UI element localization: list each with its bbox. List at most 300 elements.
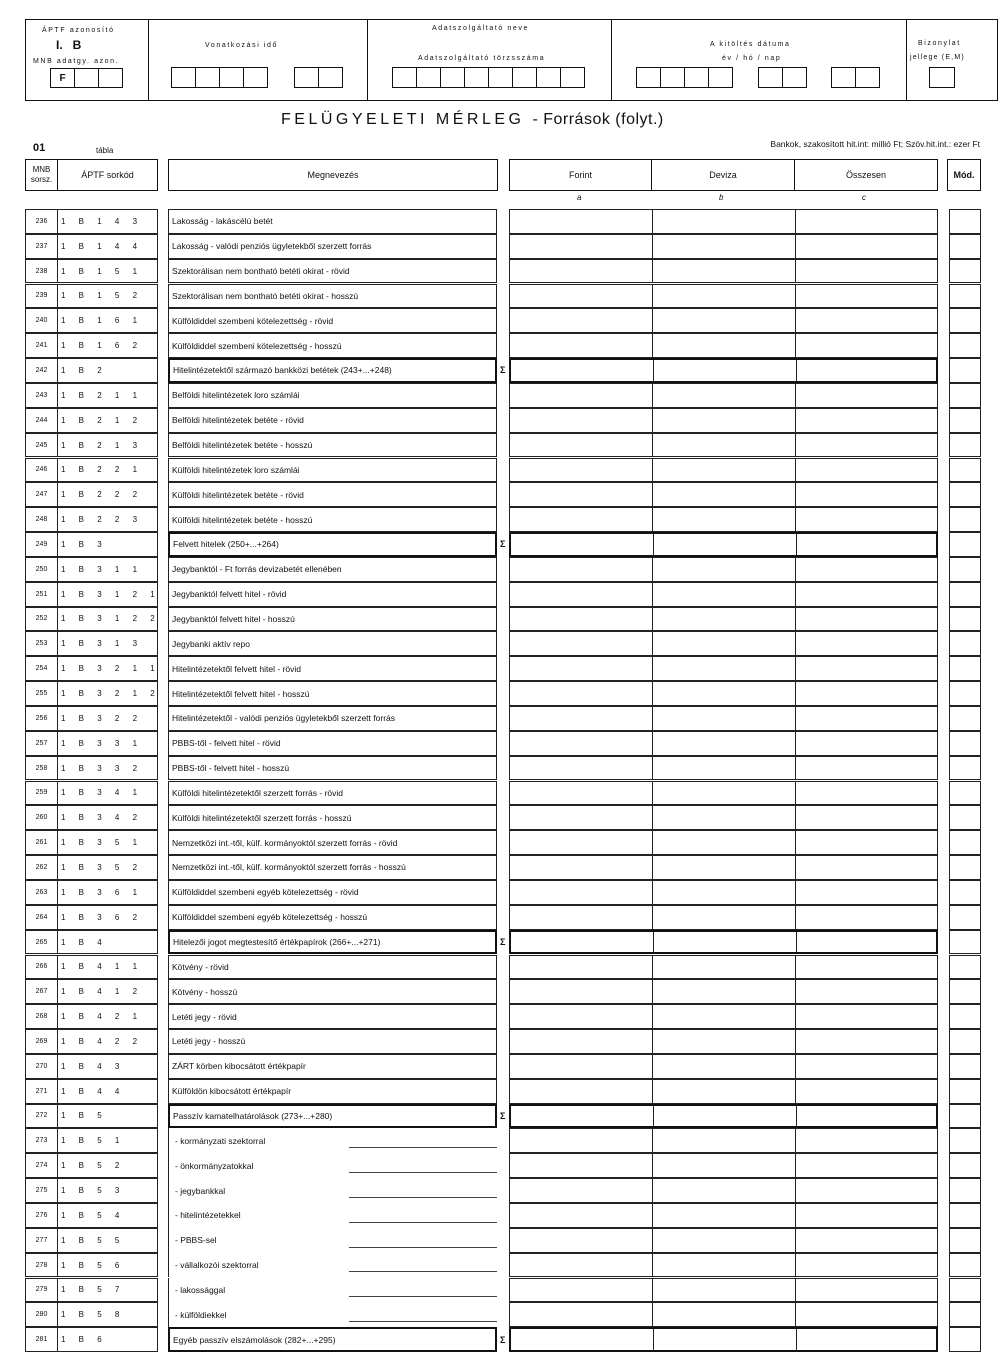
modification-cell[interactable] <box>949 532 981 557</box>
table-row <box>0 383 1004 408</box>
row-code: 1 B 4 <box>58 930 158 955</box>
row-code: 1 B 4 2 2 <box>58 1029 158 1054</box>
value-cells[interactable] <box>509 1178 938 1203</box>
fill-date-cell[interactable] <box>684 67 709 88</box>
row-number: 263 <box>25 880 58 905</box>
row-label: Hitelintézetektől származó bankközi betétek (243+...+248) <box>168 358 497 383</box>
row-number: 281 <box>25 1327 58 1352</box>
provider-registry-cell[interactable] <box>464 67 489 88</box>
modification-cell[interactable] <box>949 955 981 980</box>
header-divider <box>906 19 907 101</box>
sum-sign: Σ <box>500 937 506 948</box>
row-label: Belföldi hitelintézetek betéte - hosszú <box>168 433 497 458</box>
row-label: Nemzetközi int.-től, külf. kormányoktól szerzett forrás - hosszú <box>168 855 497 880</box>
row-number: 244 <box>25 408 58 433</box>
col-header-deviza: Deviza <box>651 159 795 191</box>
row-number: 273 <box>25 1128 58 1153</box>
row-number: 240 <box>25 308 58 333</box>
row-label: Külföldiddel szembeni kötelezettség - hosszú <box>168 333 497 358</box>
mnb-id-cell[interactable]: F <box>50 68 75 88</box>
modification-cell[interactable] <box>949 582 981 607</box>
row-label: Hitelintézetektől felvett hitel - rövid <box>168 656 497 681</box>
fill-date-cell[interactable] <box>758 67 783 88</box>
mnb-label: MNB adatgy. azon. <box>33 58 120 65</box>
value-cells[interactable] <box>509 1029 938 1054</box>
modification-cell[interactable] <box>949 557 981 582</box>
row-code: 1 B 3 3 2 <box>58 756 158 781</box>
modification-cell[interactable] <box>949 1302 981 1327</box>
row-number: 257 <box>25 731 58 756</box>
row-code: 1 B 5 6 <box>58 1253 158 1278</box>
table-row <box>0 358 1004 383</box>
row-code: 1 B 5 1 <box>58 1128 158 1153</box>
table-row <box>0 631 1004 656</box>
fill-date-cell[interactable] <box>831 67 856 88</box>
fill-date-cell[interactable] <box>660 67 685 88</box>
row-code: 1 B 5 <box>58 1104 158 1129</box>
value-cells[interactable] <box>509 1278 938 1303</box>
value-cells[interactable] <box>509 1203 938 1228</box>
fill-date-cell[interactable] <box>855 67 880 88</box>
row-label: PBBS-től - felvett hitel - rövid <box>168 731 497 756</box>
modification-cell[interactable] <box>949 333 981 358</box>
modification-cell[interactable] <box>949 284 981 309</box>
value-cells[interactable] <box>509 234 938 259</box>
row-number: 236 <box>25 209 58 234</box>
fill-date-cell[interactable] <box>782 67 807 88</box>
row-label: Belföldi hitelintézetek loro számlái <box>168 383 497 408</box>
value-cells[interactable] <box>509 482 938 507</box>
col-letter-c: c <box>862 193 866 202</box>
row-label: Szektorálisan nem bontható betéti okirat - rövid <box>168 259 497 284</box>
provider-registry-cell[interactable] <box>440 67 465 88</box>
modification-cell[interactable] <box>949 880 981 905</box>
modification-cell[interactable] <box>949 681 981 706</box>
table-word: tábla <box>96 146 114 155</box>
row-code: 1 B 3 4 2 <box>58 805 158 830</box>
row-code: 1 B 1 4 3 <box>58 209 158 234</box>
table-row <box>0 706 1004 731</box>
table-row <box>0 1029 1004 1054</box>
row-label: - jegybankkal <box>168 1178 497 1203</box>
value-cells[interactable] <box>509 358 938 383</box>
value-cells[interactable] <box>509 656 938 681</box>
sum-sign: Σ <box>500 539 506 550</box>
table-row <box>0 905 1004 930</box>
value-cells[interactable] <box>509 507 938 532</box>
value-cells[interactable] <box>509 383 938 408</box>
row-number: 271 <box>25 1079 58 1104</box>
table-row <box>0 482 1004 507</box>
row-code: 1 B 3 1 2 2 <box>58 607 158 632</box>
row-code: 1 B 3 6 1 <box>58 880 158 905</box>
row-label: - hitelintézetekkel <box>168 1203 497 1228</box>
row-code: 1 B 3 4 1 <box>58 781 158 806</box>
col-header-forint: Forint <box>509 159 652 191</box>
value-cells[interactable] <box>509 209 938 234</box>
table-number: 01 <box>33 142 46 154</box>
row-code: 1 B 4 1 2 <box>58 979 158 1004</box>
row-label: - vállalkozói szektorral <box>168 1253 497 1278</box>
fill-date-format-label: év / hó / nap <box>722 55 782 62</box>
table-row <box>0 1054 1004 1079</box>
table-row <box>0 756 1004 781</box>
modification-cell[interactable] <box>949 1203 981 1228</box>
value-cells[interactable] <box>509 557 938 582</box>
reference-date-cell[interactable] <box>243 67 268 88</box>
table-row <box>0 259 1004 284</box>
table-row <box>0 1079 1004 1104</box>
row-code: 1 B 5 4 <box>58 1203 158 1228</box>
provider-registry-cell[interactable] <box>488 67 513 88</box>
row-number: 249 <box>25 532 58 557</box>
table-row <box>0 830 1004 855</box>
value-cells[interactable] <box>509 1079 938 1104</box>
value-cells[interactable] <box>509 532 938 557</box>
table-row <box>0 333 1004 358</box>
value-cells[interactable] <box>509 706 938 731</box>
row-label: Felvett hitelek (250+...+264) <box>168 532 497 557</box>
modification-cell[interactable] <box>949 1228 981 1253</box>
row-code: 1 B 2 2 1 <box>58 458 158 483</box>
row-label: - lakossággal <box>168 1278 497 1303</box>
sum-sign: Σ <box>500 1334 506 1345</box>
table-row <box>0 458 1004 483</box>
value-cells[interactable] <box>509 1253 938 1278</box>
modification-cell[interactable] <box>949 1128 981 1153</box>
col-header-mod: Mód. <box>947 159 981 191</box>
row-code: 1 B 3 <box>58 532 158 557</box>
row-label: Jegybanktól felvett hitel - rövid <box>168 582 497 607</box>
modification-cell[interactable] <box>949 1278 981 1303</box>
row-code: 1 B 5 5 <box>58 1228 158 1253</box>
row-label: Külföldi hitelintézetektől szerzett forrás - rövid <box>168 781 497 806</box>
modification-cell[interactable] <box>949 383 981 408</box>
col-header-megnevezes: Megnevezés <box>168 159 498 191</box>
row-label: ZÁRT körben kibocsátott értékpapír <box>168 1054 497 1079</box>
row-label: Letéti jegy - rövid <box>168 1004 497 1029</box>
col-header-osszesen: Összesen <box>794 159 938 191</box>
row-label: Jegybanktól felvett hitel - hosszú <box>168 607 497 632</box>
value-cells[interactable] <box>509 458 938 483</box>
row-number: 245 <box>25 433 58 458</box>
provider-registry-cell[interactable] <box>512 67 537 88</box>
row-number: 248 <box>25 507 58 532</box>
provider-registry-cell[interactable] <box>416 67 441 88</box>
table-row <box>0 1278 1004 1303</box>
value-cells[interactable] <box>509 681 938 706</box>
row-number: 242 <box>25 358 58 383</box>
row-label: Szektorálisan nem bontható betéti okirat - hosszú <box>168 284 497 309</box>
value-cells[interactable] <box>509 408 938 433</box>
modification-cell[interactable] <box>949 731 981 756</box>
row-number: 250 <box>25 557 58 582</box>
row-number: 262 <box>25 855 58 880</box>
table-row <box>0 656 1004 681</box>
table-row <box>0 532 1004 557</box>
col-header-aptf-sorkod: ÁPTF sorkód <box>57 159 158 191</box>
aptf-label: ÁPTF azonosító <box>42 27 115 34</box>
modification-cell[interactable] <box>949 1104 981 1129</box>
value-cells[interactable] <box>509 433 938 458</box>
row-number: 269 <box>25 1029 58 1054</box>
table-row <box>0 308 1004 333</box>
row-label: Hitelintézetektől - valódi penziós ügyletekből szerzett forrás <box>168 706 497 731</box>
modification-cell[interactable] <box>949 1029 981 1054</box>
modification-cell[interactable] <box>949 259 981 284</box>
aptf-value: I. B <box>56 38 82 52</box>
modification-cell[interactable] <box>949 830 981 855</box>
row-number: 238 <box>25 259 58 284</box>
row-code: 1 B 6 <box>58 1327 158 1352</box>
table-row <box>0 731 1004 756</box>
value-cells[interactable] <box>509 1128 938 1153</box>
modification-cell[interactable] <box>949 482 981 507</box>
row-code: 1 B 4 2 1 <box>58 1004 158 1029</box>
document-type-label: Bizonylat <box>918 40 961 47</box>
row-number: 272 <box>25 1104 58 1129</box>
row-label: Külföldiddel szembeni egyéb kötelezettség - rövid <box>168 880 497 905</box>
value-cells[interactable] <box>509 1004 938 1029</box>
modification-cell[interactable] <box>949 458 981 483</box>
value-cells[interactable] <box>509 1153 938 1178</box>
row-code: 1 B 3 1 2 1 <box>58 582 158 607</box>
table-row <box>0 681 1004 706</box>
reference-date-cell[interactable] <box>219 67 244 88</box>
row-code: 1 B 3 6 2 <box>58 905 158 930</box>
value-cells[interactable] <box>509 930 938 955</box>
row-number: 251 <box>25 582 58 607</box>
modification-cell[interactable] <box>949 706 981 731</box>
row-number: 253 <box>25 631 58 656</box>
modification-cell[interactable] <box>949 308 981 333</box>
row-code: 1 B 3 2 2 <box>58 706 158 731</box>
value-cells[interactable] <box>509 582 938 607</box>
provider-registry-cell[interactable] <box>536 67 561 88</box>
row-code: 1 B 3 2 1 1 <box>58 656 158 681</box>
value-cells[interactable] <box>509 979 938 1004</box>
header-divider <box>148 19 149 101</box>
modification-cell[interactable] <box>949 1079 981 1104</box>
fill-date-cell[interactable] <box>636 67 661 88</box>
row-number: 278 <box>25 1253 58 1278</box>
value-cells[interactable] <box>509 1104 938 1129</box>
table-row <box>0 880 1004 905</box>
row-label: Jegybanktól - Ft forrás devizabetét ellenében <box>168 557 497 582</box>
table-row <box>0 607 1004 632</box>
row-label: Külföldi hitelintézetektől szerzett forrás - hosszú <box>168 805 497 830</box>
sum-sign: Σ <box>500 1110 506 1121</box>
table-row <box>0 1153 1004 1178</box>
document-type-cell[interactable] <box>929 67 955 88</box>
row-label: Külföldön kibocsátott értékpapír <box>168 1079 497 1104</box>
modification-cell[interactable] <box>949 1054 981 1079</box>
row-number: 276 <box>25 1203 58 1228</box>
row-code: 1 B 3 2 1 2 <box>58 681 158 706</box>
table-row <box>0 1203 1004 1228</box>
table-row <box>0 209 1004 234</box>
row-label: Külföldiddel szembeni kötelezettség - rövid <box>168 308 497 333</box>
table-row <box>0 284 1004 309</box>
row-number: 270 <box>25 1054 58 1079</box>
row-number: 275 <box>25 1178 58 1203</box>
provider-registry-label: Adatszolgáltató törzsszáma <box>418 55 546 62</box>
row-label: Letéti jegy - hosszú <box>168 1029 497 1054</box>
col-letter-b: b <box>719 193 724 202</box>
row-code: 1 B 2 1 3 <box>58 433 158 458</box>
modification-cell[interactable] <box>949 607 981 632</box>
row-number: 237 <box>25 234 58 259</box>
table-row <box>0 1228 1004 1253</box>
value-cells[interactable] <box>509 1228 938 1253</box>
table-row <box>0 955 1004 980</box>
row-code: 1 B 1 6 2 <box>58 333 158 358</box>
row-code: 1 B 4 3 <box>58 1054 158 1079</box>
row-number: 280 <box>25 1302 58 1327</box>
provider-registry-cell[interactable] <box>392 67 417 88</box>
modification-cell[interactable] <box>949 756 981 781</box>
value-cells[interactable] <box>509 781 938 806</box>
row-label: Lakosság - lakáscélú betét <box>168 209 497 234</box>
col-letter-a: a <box>577 193 582 202</box>
sum-sign: Σ <box>500 365 506 376</box>
row-code: 1 B 2 2 3 <box>58 507 158 532</box>
modification-cell[interactable] <box>949 1153 981 1178</box>
row-label: Egyéb passzív elszámolások (282+...+295) <box>168 1327 497 1352</box>
col-header-mnb-sorsz: MNB sorsz. <box>25 159 58 191</box>
value-cells[interactable] <box>509 1054 938 1079</box>
row-number: 252 <box>25 607 58 632</box>
row-code: 1 B 5 2 <box>58 1153 158 1178</box>
row-number: 246 <box>25 458 58 483</box>
value-cells[interactable] <box>509 631 938 656</box>
row-code: 1 B 1 5 2 <box>58 284 158 309</box>
row-number: 268 <box>25 1004 58 1029</box>
modification-cell[interactable] <box>949 1253 981 1278</box>
value-cells[interactable] <box>509 308 938 333</box>
modification-cell[interactable] <box>949 209 981 234</box>
reference-date-cell[interactable] <box>195 67 220 88</box>
table-row <box>0 979 1004 1004</box>
modification-cell[interactable] <box>949 1178 981 1203</box>
row-code: 1 B 5 7 <box>58 1278 158 1303</box>
row-label: Nemzetközi int.-től, külf. kormányoktól szerzett forrás - rövid <box>168 830 497 855</box>
row-number: 247 <box>25 482 58 507</box>
modification-cell[interactable] <box>949 855 981 880</box>
row-code: 1 B 1 6 1 <box>58 308 158 333</box>
value-cells[interactable] <box>509 805 938 830</box>
table-row <box>0 1004 1004 1029</box>
value-cells[interactable] <box>509 607 938 632</box>
table-row <box>0 1104 1004 1129</box>
row-label: Külföldi hitelintézetek betéte - hosszú <box>168 507 497 532</box>
row-code: 1 B 4 1 1 <box>58 955 158 980</box>
row-label: Lakosság - valódi penziós ügyletekből szerzett forrás <box>168 234 497 259</box>
table-row <box>0 930 1004 955</box>
provider-name-label: Adatszolgáltató neve <box>432 25 529 32</box>
unit-note: Bankok, szakosított hit.int: millió Ft; Szöv.hit.int.: ezer Ft <box>770 139 980 149</box>
row-number: 241 <box>25 333 58 358</box>
value-cells[interactable] <box>509 855 938 880</box>
mnb-id-cell[interactable] <box>98 68 123 88</box>
value-cells[interactable] <box>509 955 938 980</box>
modification-cell[interactable] <box>949 1327 981 1352</box>
modification-cell[interactable] <box>949 507 981 532</box>
fill-date-cell[interactable] <box>708 67 733 88</box>
modification-cell[interactable] <box>949 433 981 458</box>
row-code: 1 B 3 3 1 <box>58 731 158 756</box>
value-cells[interactable] <box>509 756 938 781</box>
row-label: Külföldi hitelintézetek loro számlái <box>168 458 497 483</box>
value-cells[interactable] <box>509 1302 938 1327</box>
row-number: 243 <box>25 383 58 408</box>
table-row <box>0 234 1004 259</box>
modification-cell[interactable] <box>949 656 981 681</box>
value-cells[interactable] <box>509 333 938 358</box>
header-divider <box>611 19 612 101</box>
row-code: 1 B 2 <box>58 358 158 383</box>
row-number: 261 <box>25 830 58 855</box>
row-number: 258 <box>25 756 58 781</box>
row-label: Külföldiddel szembeni egyéb kötelezettség - hosszú <box>168 905 497 930</box>
row-label: Passzív kamatelhatárolások (273+...+280) <box>168 1104 497 1129</box>
value-cells[interactable] <box>509 830 938 855</box>
table-row <box>0 1128 1004 1153</box>
value-cells[interactable] <box>509 905 938 930</box>
value-cells[interactable] <box>509 1327 938 1352</box>
row-code: 1 B 3 1 3 <box>58 631 158 656</box>
value-cells[interactable] <box>509 880 938 905</box>
modification-cell[interactable] <box>949 979 981 1004</box>
modification-cell[interactable] <box>949 805 981 830</box>
modification-cell[interactable] <box>949 930 981 955</box>
reference-date-cell[interactable] <box>318 67 343 88</box>
table-row <box>0 433 1004 458</box>
table-row <box>0 855 1004 880</box>
provider-registry-cell[interactable] <box>560 67 585 88</box>
row-number: 274 <box>25 1153 58 1178</box>
modification-cell[interactable] <box>949 1004 981 1029</box>
row-code: 1 B 3 1 1 <box>58 557 158 582</box>
modification-cell[interactable] <box>949 408 981 433</box>
modification-cell[interactable] <box>949 358 981 383</box>
modification-cell[interactable] <box>949 234 981 259</box>
value-cells[interactable] <box>509 284 938 309</box>
modification-cell[interactable] <box>949 781 981 806</box>
value-cells[interactable] <box>509 731 938 756</box>
row-number: 265 <box>25 930 58 955</box>
modification-cell[interactable] <box>949 905 981 930</box>
header-divider <box>367 19 368 101</box>
row-number: 259 <box>25 781 58 806</box>
table-row <box>0 1178 1004 1203</box>
row-number: 239 <box>25 284 58 309</box>
table-row <box>0 582 1004 607</box>
row-code: 1 B 1 5 1 <box>58 259 158 284</box>
mnb-id-cell[interactable] <box>74 68 99 88</box>
modification-cell[interactable] <box>949 631 981 656</box>
row-label: - külföldiekkel <box>168 1302 497 1327</box>
value-cells[interactable] <box>509 259 938 284</box>
reference-date-cell[interactable] <box>294 67 319 88</box>
row-number: 254 <box>25 656 58 681</box>
reference-date-cell[interactable] <box>171 67 196 88</box>
row-label: - kormányzati szektorral <box>168 1128 497 1153</box>
row-code: 1 B 1 4 4 <box>58 234 158 259</box>
row-label: - PBBS-sel <box>168 1228 497 1253</box>
row-code: 1 B 2 1 2 <box>58 408 158 433</box>
row-label: Jegybanki aktív repo <box>168 631 497 656</box>
